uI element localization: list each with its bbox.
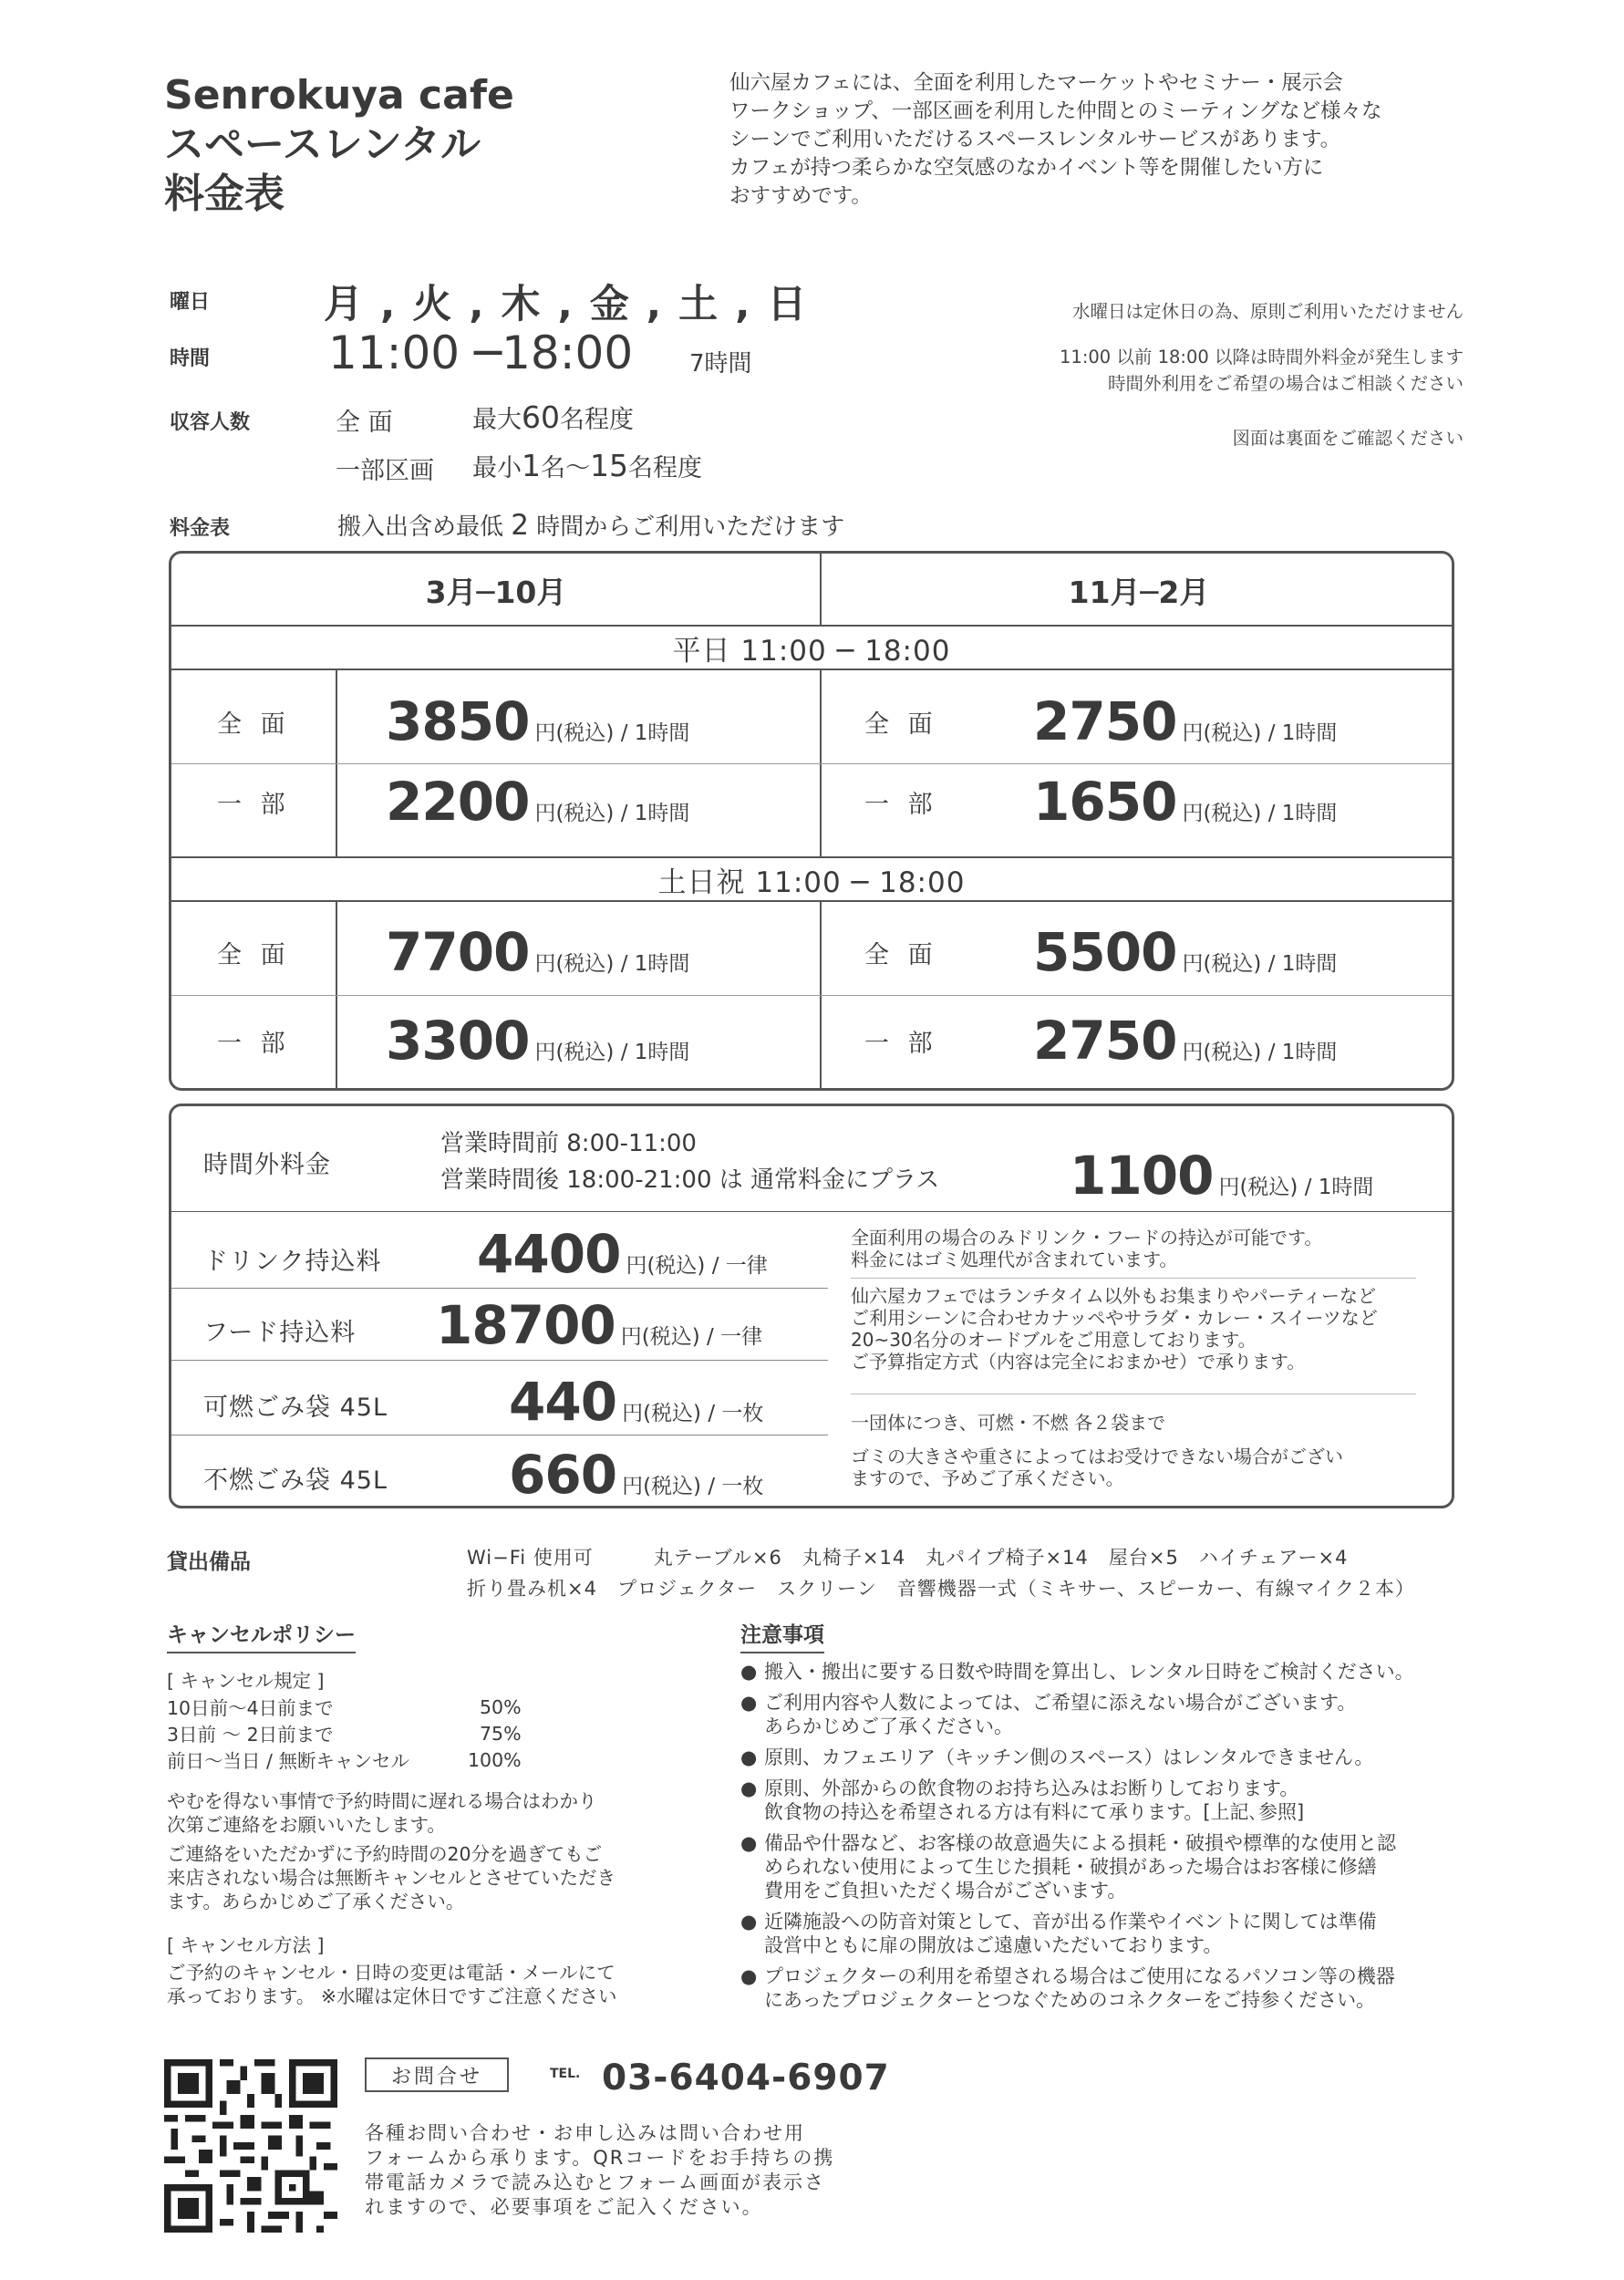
food-fee-price	[436, 1294, 762, 1356]
drink-fee-price	[477, 1223, 768, 1285]
kind-full: 全 面	[217, 941, 291, 969]
price-value: 7700	[386, 921, 530, 983]
overtime-line-2: 営業時間後 18:00-21:00 は 通常料金にプラス	[440, 1166, 940, 1194]
drink-fee-label: ドリンク持込料	[203, 1248, 382, 1276]
note-line: プロジェクターの利用を希望される場合はご使用になるパソコン等の機器	[764, 1965, 1395, 1987]
intro-line: ワークショップ、一部区画を利用した仲間とのミーティングなど様々な	[729, 99, 1382, 123]
cancel-method-2: 承っております。 ※水曜は定休日ですご注意ください	[167, 1985, 617, 2007]
capacity-full-num: 60	[522, 399, 560, 435]
season-header-nov-feb: 11月─2月	[1068, 574, 1210, 610]
note-item	[740, 1831, 1470, 1902]
price-value: 2750	[1033, 690, 1177, 752]
note-line: められない使用によって生じた損耗・破損があった場合はお客様に修繕	[764, 1856, 1377, 1878]
intro-line: カフェが持つ柔らかな空気感のなかイベント等を開催したい方に	[729, 156, 1324, 180]
price-unit: 円(税込) / 1時間	[1182, 721, 1338, 745]
price-value: 18700	[436, 1294, 615, 1356]
note-line: 搬入・搬出に要する日数や時間を算出し、レンタル日時をご検討ください。	[764, 1661, 1414, 1683]
price-value: 2200	[386, 771, 530, 833]
food-note-4: ご予算指定方式（内容は完全におまかせ）で承ります。	[851, 1351, 1306, 1373]
price-unit: 円(税込) / 1時間	[534, 952, 690, 976]
trash-note-3: ますので、予めご了承ください。	[851, 1467, 1124, 1489]
season-header-mar-oct: 3月─10月	[425, 574, 567, 610]
cancel-text-1: やむを得ない事情で予約時間に遅れる場合はわかり	[167, 1790, 597, 1812]
equipment-line-2: 折り畳み机×4 プロジェクター スクリーン 音響機器一式（ミキサー、スピーカー、有線マイク２本）	[467, 1578, 1415, 1600]
price-unit: 円(税込) / 一律	[620, 1325, 763, 1349]
hours-duration: 7時間	[689, 350, 752, 378]
cancel-text-2: ご連絡をいただかずに予約時間の20分を過ぎてもご	[167, 1843, 603, 1865]
intro-line: おすすめです。	[729, 184, 872, 208]
note-item	[740, 1660, 1470, 1684]
capacity-full-label: 全 面	[336, 409, 393, 437]
col-divider	[336, 902, 337, 1091]
food-note-3: 20~30名分のオードブルをご用意しております。	[851, 1329, 1257, 1351]
note-item	[740, 1777, 1470, 1824]
overtime-note-1: 11:00 以前 18:00 以降は時間外料金が発生します	[1060, 347, 1464, 368]
cancel-text-2c: ます。あらかじめご了承ください。	[167, 1891, 465, 1912]
page-title-line-1: Senrokuya cafe	[164, 72, 514, 119]
note-line: あらかじめご了承ください。	[764, 1715, 1013, 1737]
note-line: 備品や什器など、お客様の故意過失による損耗・破損や標準的な使用と認	[764, 1832, 1396, 1854]
kind-full: 全 面	[864, 710, 938, 739]
header-divider	[820, 554, 822, 627]
intro-line: シーンでご利用いただけるスペースレンタルサービスがあります。	[729, 128, 1341, 151]
cancel-rule-rate: 100%	[468, 1749, 522, 1771]
kind-full: 全 面	[864, 941, 938, 969]
col-divider	[820, 902, 822, 1091]
capacity-part-label: 一部区画	[336, 457, 434, 485]
cancel-rule-head: [ キャンセル規定 ]	[167, 1670, 325, 1692]
kind-part: 一 部	[864, 791, 938, 819]
page-title-line-2: スペースレンタル	[164, 121, 481, 168]
price-unit: 円(税込) / 1時間	[1218, 1176, 1374, 1199]
price-value: 3850	[386, 690, 530, 752]
page-title-line-3: 料金表	[164, 171, 284, 217]
capacity-part-max: 15	[590, 448, 628, 483]
note-line: 原則、カフェエリア（キッチン側のスペース）はレンタルできません。	[764, 1746, 1374, 1768]
contact-label-box: お問合せ	[365, 2057, 509, 2092]
price-weekend-s1-full	[386, 921, 689, 983]
trash-note-2: ゴミの大きさや重さによってはお受けできない場合がござい	[851, 1446, 1343, 1467]
drink-note-1: 全面利用の場合のみドリンク・フードの持込が可能です。	[851, 1227, 1323, 1249]
capacity-part-min: 1	[522, 448, 541, 483]
phone-number[interactable]: 03-6404-6907	[602, 2057, 890, 2099]
bullet-icon: ●	[740, 1965, 758, 1987]
contact-line: れますので、必要事項をご記入ください。	[365, 2196, 763, 2218]
price-weekday-s2-full	[1033, 690, 1337, 752]
note-line: 近隣施設への防音対策として、音が出る作業やイベントに関しては準備	[764, 1911, 1377, 1933]
burnable-bag-price	[509, 1371, 763, 1433]
capacity-part-post: 名程度	[628, 454, 702, 482]
hours-label: 時間	[170, 347, 211, 370]
price-unit: 円(税込) / 1時間	[1182, 952, 1338, 976]
price-weekday-s2-part	[1033, 771, 1337, 833]
price-weekend-s2-full	[1033, 921, 1337, 983]
price-weekend-s2-part	[1033, 1010, 1337, 1072]
capacity-full-pre: 最大	[472, 406, 522, 434]
bullet-icon: ●	[740, 1746, 758, 1768]
overtime-label: 時間外料金	[203, 1151, 331, 1179]
open-hours: 11:00 ─18:00	[328, 326, 634, 379]
contact-line: 各種お問い合わせ・お申し込みは問い合わせ用	[365, 2122, 805, 2144]
note-line: ご利用内容や人数によっては、ご希望に添えない場合がございます。	[764, 1692, 1357, 1714]
cancel-rule-rate: 75%	[480, 1723, 522, 1745]
weekday-band: 平日 11:00 ─ 18:00	[171, 625, 1452, 670]
price-value: 4400	[477, 1223, 621, 1285]
row-divider	[171, 763, 1454, 764]
kind-part: 一 部	[217, 1030, 291, 1058]
price-unit: 円(税込) / 1時間	[1182, 1041, 1338, 1064]
capacity-label: 収容人数	[170, 411, 251, 434]
cancel-text-2b: 来店されない場合は無断キャンセルとさせていただき	[167, 1867, 615, 1889]
capacity-full-post: 名程度	[560, 406, 634, 434]
note-line: 費用をご負担いただく場合がございます。	[764, 1880, 1127, 1902]
extras-box	[169, 1104, 1454, 1508]
price-value: 1100	[1070, 1145, 1214, 1207]
fee-note-pre: 搬入出含め最低	[337, 513, 504, 541]
bullet-icon: ●	[740, 1911, 758, 1933]
capacity-part-pre: 最小	[472, 454, 522, 482]
floor-plan-note: 図面は裏面をご確認ください	[1232, 428, 1464, 449]
kind-part: 一 部	[217, 791, 291, 819]
price-value: 1650	[1033, 771, 1177, 833]
contact-line: フォームから承ります。QRコードをお手持ちの携	[365, 2147, 835, 2169]
price-unit: 円(税込) / 1時間	[534, 802, 690, 825]
cancel-method-1: ご予約のキャンセル・日時の変更は電話・メールにて	[167, 1962, 615, 1984]
divider	[171, 1360, 828, 1361]
price-unit: 円(税込) / 1時間	[1182, 802, 1338, 825]
price-value: 3300	[386, 1010, 530, 1072]
price-unit: 円(税込) / 1時間	[534, 1041, 690, 1064]
divider	[171, 1211, 1454, 1212]
bullet-icon: ●	[740, 1832, 758, 1854]
price-value: 5500	[1033, 921, 1177, 983]
price-value: 660	[509, 1444, 617, 1506]
equipment-label: 貸出備品	[167, 1550, 251, 1574]
price-table	[169, 551, 1454, 1091]
bullet-icon: ●	[740, 1661, 758, 1683]
note-line: 原則、外部からの飲食物のお持ち込みはお断りしております。	[764, 1777, 1299, 1799]
nonburnable-bag-price	[509, 1444, 763, 1506]
divider	[851, 1278, 1416, 1279]
nonburnable-bag-label: 不燃ごみ袋 45L	[203, 1466, 388, 1495]
note-line: 飲食物の持込を希望される方は有料にて承ります。[上記､参照]	[764, 1801, 1305, 1823]
open-days: 月 , 火 , 木 , 金 , 土 , 日	[324, 282, 809, 327]
food-note-1: 仙六屋カフェではランチタイム以外もお集まりやパーティーなど	[851, 1285, 1376, 1307]
closed-day-note: 水曜日は定休日の為、原則ご利用いただけません	[1071, 301, 1464, 322]
fee-label: 料金表	[170, 517, 231, 540]
fee-note-post: 時間からご利用いただけます	[536, 513, 845, 541]
note-item	[740, 1910, 1470, 1957]
price-unit: 円(税込) / 一枚	[622, 1475, 764, 1498]
cancel-policy-title: キャンセルポリシー	[167, 1618, 356, 1653]
note-item	[740, 1964, 1470, 2012]
price-weekend-s1-part	[386, 1010, 689, 1072]
price-value: 2750	[1033, 1010, 1177, 1072]
overtime-price	[1070, 1145, 1373, 1207]
contact-instructions	[365, 2121, 875, 2220]
capacity-part-mid: 名～	[541, 454, 590, 482]
drink-note-2: 料金にはゴミ処理代が含まれています。	[851, 1249, 1178, 1270]
kind-full: 全 面	[217, 710, 291, 739]
days-label: 曜日	[170, 291, 211, 314]
note-item	[740, 1746, 1470, 1769]
capacity-full	[472, 399, 634, 435]
fee-minimum-note	[337, 508, 844, 542]
price-unit: 円(税込) / 一枚	[622, 1402, 764, 1425]
tel-label: TEL.	[550, 2067, 581, 2081]
cancel-text-1b: 次第ご連絡をお願いいたします。	[167, 1814, 446, 1836]
note-line: にあったプロジェクターとつなぐためのコネクターをご持参ください。	[764, 1989, 1376, 2011]
fee-note-num: 2	[511, 509, 530, 542]
price-unit: 円(税込) / 1時間	[534, 721, 690, 745]
cancel-rule-when: 前日～当日 / 無断キャンセル	[167, 1750, 409, 1772]
kind-part: 一 部	[864, 1030, 938, 1058]
intro-text	[729, 69, 1477, 211]
note-item	[740, 1691, 1470, 1738]
price-weekday-s1-full	[386, 690, 689, 752]
overtime-note-2: 時間外利用をご希望の場合はご相談ください	[1107, 373, 1464, 394]
price-unit: 円(税込) / 一律	[626, 1254, 768, 1278]
price-weekday-s1-part	[386, 771, 689, 833]
cancel-rule-when: 3日前 ～ 2日前まで	[167, 1724, 334, 1746]
notes-title: 注意事項	[740, 1618, 824, 1653]
burnable-bag-label: 可燃ごみ袋 45L	[203, 1394, 388, 1422]
capacity-part	[472, 448, 702, 483]
row-divider	[171, 995, 1454, 996]
equipment-line-1: Wi−Fi 使用可 丸テーブル×6 丸椅子×14 丸パイプ椅子×14 屋台×5 ハイチェアー×4	[467, 1547, 1349, 1569]
bullet-icon: ●	[740, 1692, 758, 1714]
food-fee-label: フード持込料	[203, 1319, 357, 1347]
cancel-method-head: [ キャンセル方法 ]	[167, 1934, 325, 1956]
food-note-2: ご利用シーンに合わせカナッペやサラダ・カレー・スイーツなど	[851, 1307, 1378, 1329]
cancel-rule-when: 10日前～4日前まで	[167, 1697, 334, 1719]
contact-line: 帯電話カメラで読み込むとフォーム画面が表示さ	[365, 2171, 825, 2193]
qr-code-icon[interactable]	[164, 2059, 337, 2233]
intro-line: 仙六屋カフェには、全面を利用したマーケットやセミナー・展示会	[729, 71, 1343, 95]
note-line: 設営中ともに扉の開放はご遠慮いただいております。	[764, 1934, 1223, 1956]
price-value: 440	[509, 1371, 617, 1433]
overtime-line-1: 営業時間前 8:00-11:00	[440, 1130, 697, 1157]
cancel-rule-rate: 50%	[480, 1696, 522, 1718]
weekend-band: 土日祝 11:00 ─ 18:00	[171, 856, 1452, 902]
bullet-icon: ●	[740, 1777, 758, 1799]
trash-note-1: 一団体につき、可燃・不燃 各２袋まで	[851, 1412, 1166, 1434]
divider	[171, 1288, 828, 1289]
